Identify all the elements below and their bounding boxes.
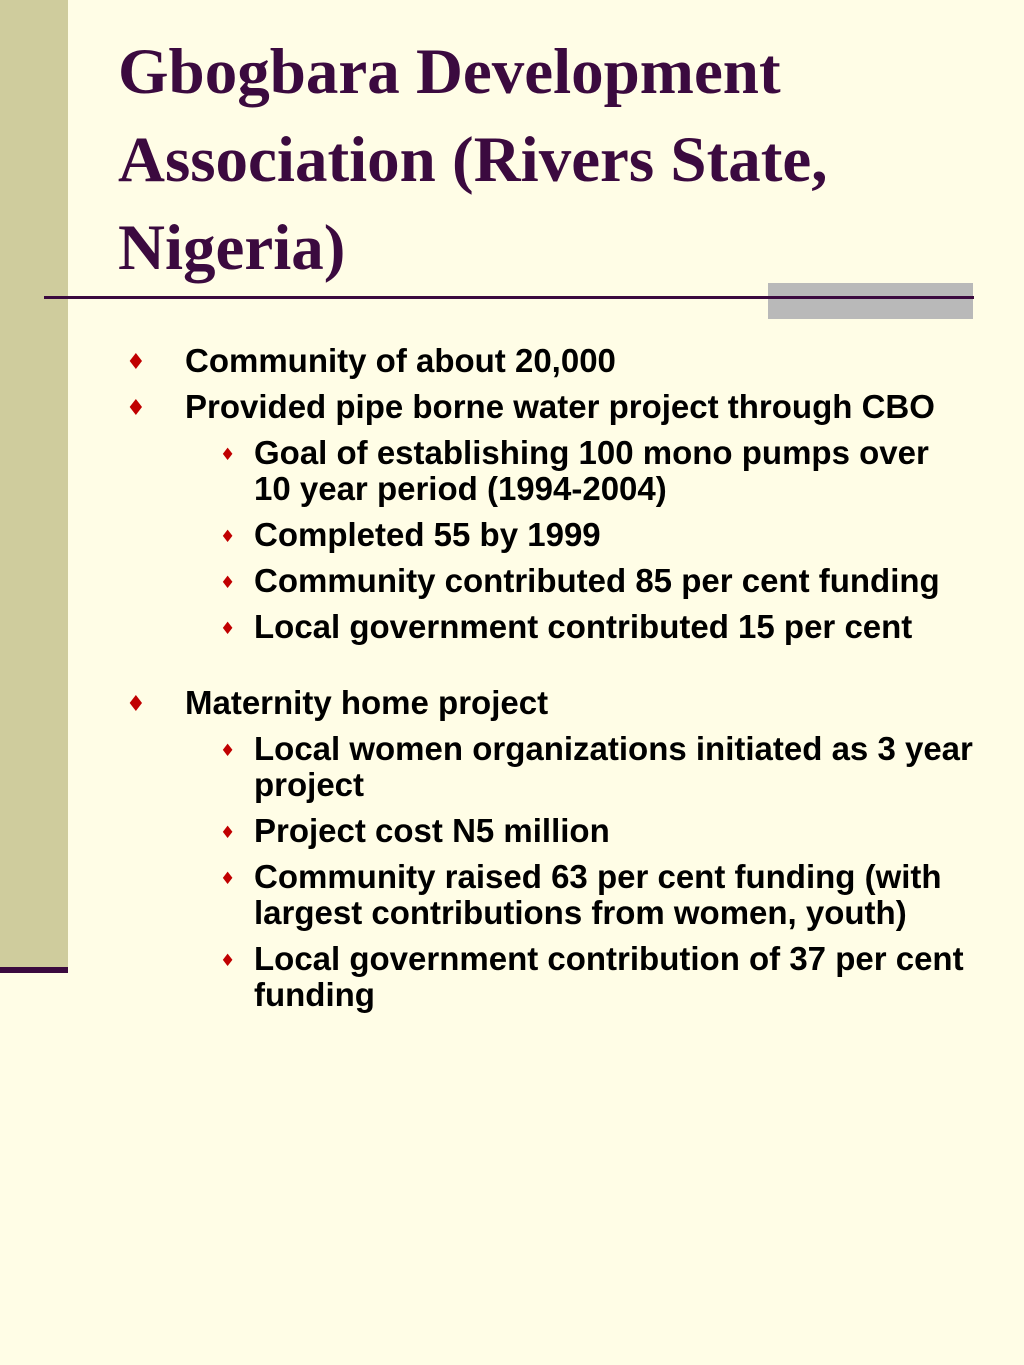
title-accent-block	[768, 283, 973, 319]
diamond-bullet-icon: ♦	[220, 823, 236, 843]
diamond-bullet-icon: ♦	[220, 445, 236, 465]
sub-list-item	[0, 563, 974, 599]
sub-list-item	[0, 517, 974, 553]
diamond-bullet-icon: ♦	[220, 869, 236, 889]
diamond-bullet-icon: ♦	[126, 396, 146, 421]
sub-list-item	[0, 813, 974, 849]
diamond-bullet-icon: ♦	[220, 573, 236, 593]
list-item	[0, 343, 975, 379]
list-item	[0, 389, 975, 425]
list-item-text: Project cost N5 million	[254, 812, 610, 849]
list-item-text: Completed 55 by 1999	[254, 516, 601, 553]
list-item-text: Community raised 63 per cent funding (with largest contributions from women, youth)	[254, 858, 942, 931]
list-item-text: Community of about 20,000	[185, 342, 616, 379]
list-item-text: Local government contribution of 37 per cent funding	[254, 940, 964, 1013]
list-item-text: Local government contributed 15 per cent	[254, 608, 913, 645]
diamond-bullet-icon: ♦	[126, 350, 146, 375]
sub-list-item	[0, 941, 974, 1013]
list-item-text: Provided pipe borne water project through CBO	[185, 388, 935, 425]
list-item	[0, 685, 975, 721]
title-accent-line	[768, 296, 973, 299]
list-item-text: Community contributed 85 per cent funding	[254, 562, 940, 599]
diamond-bullet-icon: ♦	[220, 951, 236, 971]
list-item-text: Maternity home project	[185, 684, 549, 721]
bullet-list	[0, 343, 1024, 1013]
sub-list-item	[0, 609, 974, 645]
sub-list-item	[0, 859, 974, 931]
sub-list-item	[0, 731, 974, 803]
diamond-bullet-icon: ♦	[220, 619, 236, 639]
list-item-text: Local women organizations initiated as 3 year project	[254, 730, 973, 803]
diamond-bullet-icon: ♦	[126, 692, 146, 717]
list-item-text: Goal of establishing 100 mono pumps over 10 year period (1994-2004)	[254, 434, 929, 507]
sub-list-item	[0, 435, 974, 507]
diamond-bullet-icon: ♦	[220, 741, 236, 761]
slide-title: Gbogbara Development Association (Rivers State, Nigeria)	[118, 36, 828, 284]
diamond-bullet-icon: ♦	[220, 527, 236, 547]
